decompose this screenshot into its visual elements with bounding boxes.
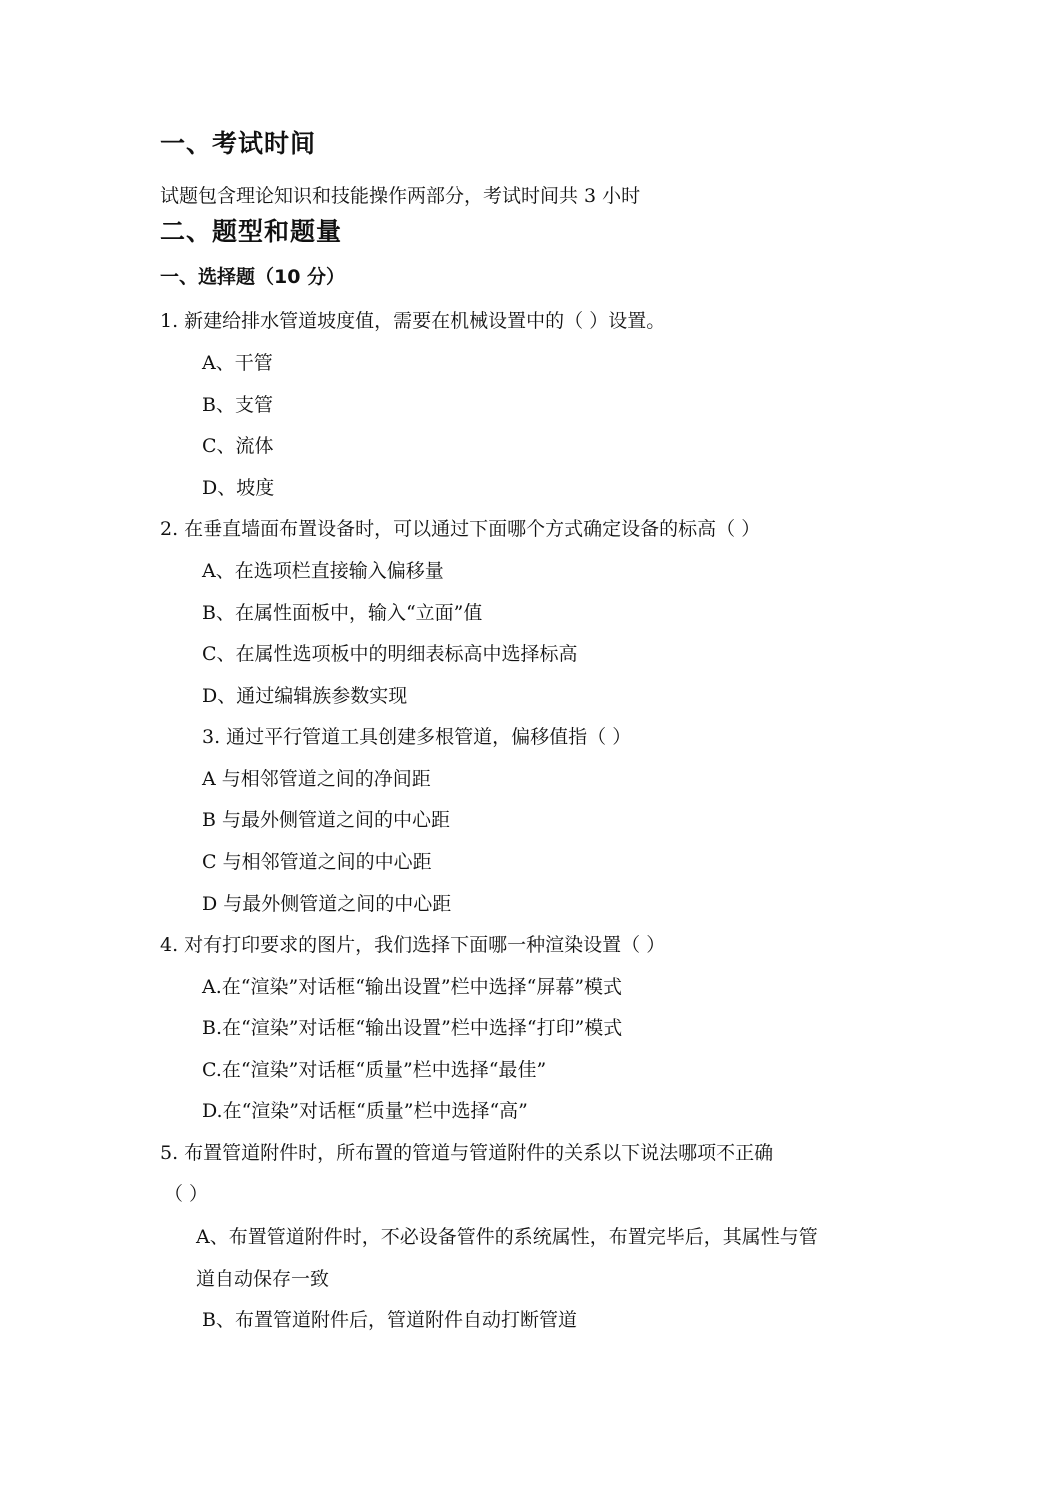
exam-time-text: 试题包含理论知识和技能操作两部分，考试时间共 3 小时 xyxy=(160,185,641,207)
question-2-option-a: A、在选项栏直接输入偏移量 xyxy=(202,560,444,582)
question-1-option-b: B、支管 xyxy=(202,394,273,416)
question-2-stem: 2. 在垂直墙面布置设备时，可以通过下面哪个方式确定设备的标高（ ） xyxy=(160,518,761,540)
question-1-option-c: C、流体 xyxy=(202,435,274,457)
question-4-option-c: C.在“渲染”对话框“质量”栏中选择“最佳” xyxy=(202,1059,547,1081)
question-1-option-d: D、坡度 xyxy=(202,477,275,499)
exam-time-heading: 一、考试时间 xyxy=(160,129,317,158)
question-3-stem: 3. 通过平行管道工具创建多根管道，偏移值指（ ） xyxy=(202,726,632,748)
question-4-option-d: D.在“渲染”对话框“质量”栏中选择“高” xyxy=(202,1100,528,1122)
question-5-option-a: A、布置管道附件时，不必设备管件的系统属性，布置完毕后，其属性与管 xyxy=(196,1226,818,1248)
question-2-option-b: B、在属性面板中，输入“立面”值 xyxy=(202,602,483,624)
question-5-stem-continuation: （ ） xyxy=(164,1183,209,1205)
question-5-option-a-continuation: 道自动保存一致 xyxy=(196,1268,330,1290)
question-2-option-c: C、在属性选项板中的明细表标高中选择标高 xyxy=(202,643,578,665)
question-3-option-b: B 与最外侧管道之间的中心距 xyxy=(202,809,451,831)
question-1-stem: 1. 新建给排水管道坡度值，需要在机械设置中的（ ）设置。 xyxy=(160,310,666,332)
question-types-heading: 二、题型和题量 xyxy=(160,217,343,246)
question-4-option-a: A.在“渲染”对话框“输出设置”栏中选择“屏幕”模式 xyxy=(202,976,623,998)
question-5-option-b: B、布置管道附件后，管道附件自动打断管道 xyxy=(202,1309,577,1331)
question-4-stem: 4. 对有打印要求的图片，我们选择下面哪一种渲染设置（ ） xyxy=(160,934,666,956)
question-3-option-d: D 与最外侧管道之间的中心距 xyxy=(202,893,452,915)
question-3-option-c: C 与相邻管道之间的中心距 xyxy=(202,851,432,873)
choice-heading: 一、选择题（10 分） xyxy=(160,266,346,288)
question-1-option-a: A、干管 xyxy=(202,352,273,374)
question-4-option-b: B.在“渲染”对话框“输出设置”栏中选择“打印”模式 xyxy=(202,1017,623,1039)
question-2-option-d: D、通过编辑族参数实现 xyxy=(202,685,408,707)
question-5-stem: 5. 布置管道附件时，所布置的管道与管道附件的关系以下说法哪项不正确 xyxy=(160,1142,774,1164)
question-3-option-a: A 与相邻管道之间的净间距 xyxy=(202,768,431,790)
